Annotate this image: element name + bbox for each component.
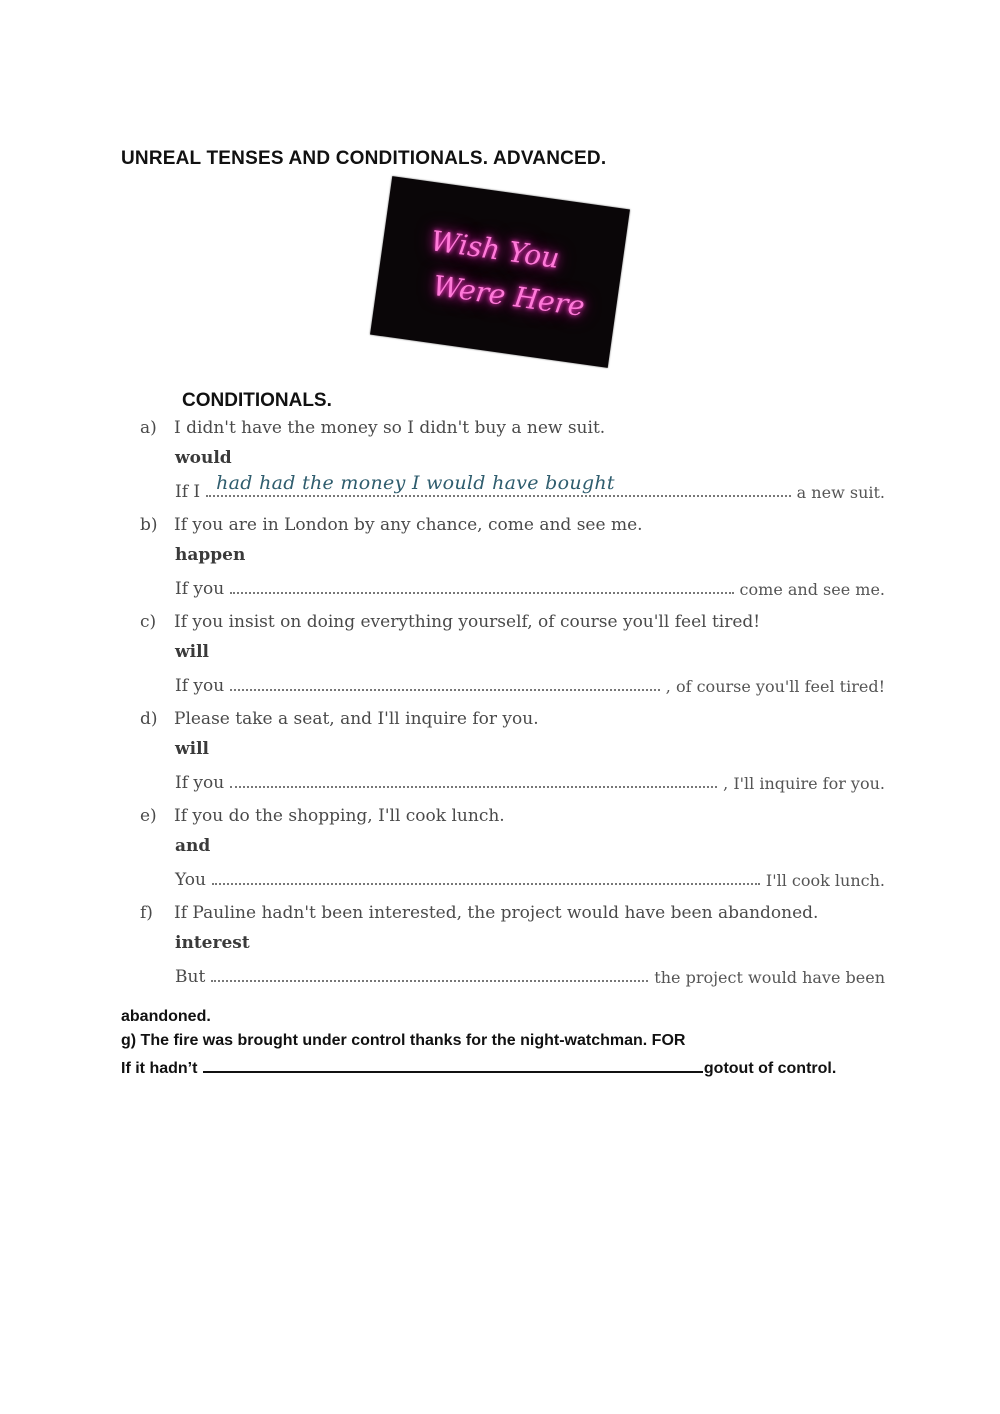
exercise-item-c [140,612,885,708]
exercise-item-a [140,418,885,514]
answer-line [175,672,885,696]
answer-blank[interactable] [230,574,733,594]
answer-prefix: If I [175,482,201,502]
item-sentence: Please take a seat, and I'll inquire for you. [174,709,539,729]
answer-suffix: I'll cook lunch. [765,871,885,890]
item-sentence: If Pauline hadn't been interested, the project would have been abandoned. [174,903,819,923]
exercise-item-b [140,515,885,611]
item-sentence: If you are in London by any chance, come and see me. [174,515,643,535]
item-keyword: interest [175,933,250,953]
item-g-prefix: If it hadn’t [121,1060,198,1077]
answer-prefix: If you [175,773,225,793]
answer-prefix: But [175,967,206,987]
handwritten-answer: had had the money I would have bought [216,472,615,494]
page-title: UNREAL TENSES AND CONDITIONALS. ADVANCED. [121,148,607,169]
answer-suffix: come and see me. [739,580,885,599]
exercise-item-e [140,806,885,902]
item-keyword: will [175,642,210,662]
answer-prefix: You [175,870,206,890]
item-sentence: I didn't have the money so I didn't buy a new suit. [174,418,606,438]
answer-line [175,472,885,502]
exercise-scan [140,418,885,998]
answer-blank[interactable] [212,865,760,885]
item-g-sentence: g) The fire was brought under control thanks for the night-watchman. FOR [121,1032,686,1049]
item-g-answer-line [121,1057,836,1078]
answer-line [175,769,885,793]
item-keyword: and [175,836,211,856]
item-letter: f) [140,903,153,923]
item-letter: c) [140,612,157,632]
exercise-item-d [140,709,885,805]
answer-blank[interactable] [230,768,717,788]
section-title: CONDITIONALS. [182,390,332,411]
answer-blank[interactable] [211,962,648,982]
answer-line [175,575,885,599]
answer-blank[interactable] [206,472,791,497]
answer-prefix: If you [175,676,225,696]
item-keyword: happen [175,545,246,565]
answer-line [175,963,885,987]
answer-suffix: , I'll inquire for you. [723,774,885,793]
item-keyword: would [175,448,232,468]
item-g-suffix: gotout of control. [703,1060,837,1077]
item-g-blank[interactable] [203,1057,703,1073]
item-letter: e) [140,806,157,826]
exercise-item-f [140,903,885,999]
item-sentence: If you insist on doing everything yourself, of course you'll feel tired! [174,612,761,632]
item-sentence: If you do the shopping, I'll cook lunch. [174,806,505,826]
item-letter: b) [140,515,158,535]
continuation-text: abandoned. [121,1008,211,1025]
neon-sign-image [370,176,630,368]
item-keyword: will [175,739,210,759]
item-letter: a) [140,418,157,438]
answer-suffix: the project would have been [654,968,885,987]
neon-text-line-1: Wish You [428,224,562,275]
answer-line [175,866,885,890]
neon-text-line-2: Were Here [430,268,587,323]
item-letter: d) [140,709,158,729]
answer-prefix: If you [175,579,225,599]
answer-blank[interactable] [230,671,660,691]
answer-suffix: , of course you'll feel tired! [665,677,885,696]
answer-suffix: a new suit. [796,483,885,502]
